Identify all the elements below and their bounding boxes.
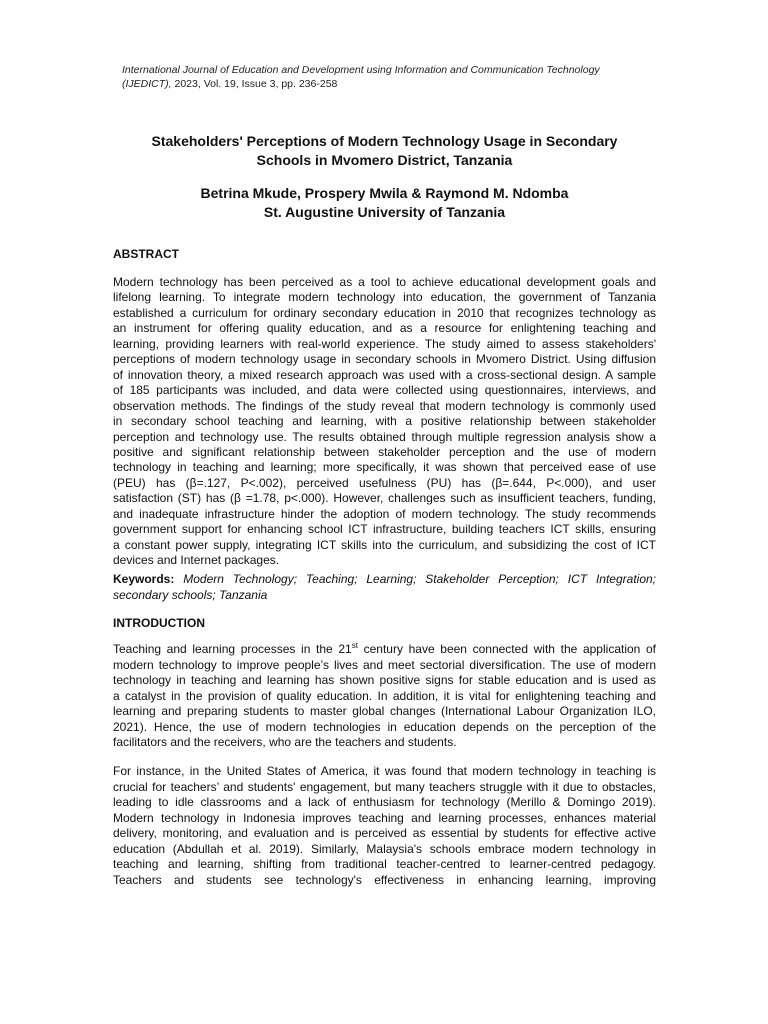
intro-para2-line-4: Modern technology in Indonesia improves teaching and learning processes, enhances material [113,810,656,825]
intro-para1-line-1 [113,642,656,658]
abstract-line-10: in secondary school teaching and learning, with a positive relationship between stakeholder [113,414,656,429]
intro-para1-line-1-b: century have been connected with the application of [357,642,656,656]
keywords-line-1: Modern Technology; Teaching; Learning; Stakeholder Perception; ICT Integration; [174,572,656,586]
abstract-line-15: satisfaction (ST) has (β =1.78, p<.000). However, challenges such as insufficient teachers, funding, [113,491,656,506]
author-block [113,184,656,222]
abstract-heading: ABSTRACT [113,247,179,261]
introduction-paragraph-2 [113,764,656,888]
abstract-line-4: an instrument for offering quality education, and as a resource for enlightening teaching and [113,321,656,336]
intro-para1-line-3: a catalyst in the provision of quality education. In addition, it is vital for enlightening teaching and [113,688,656,703]
journal-volume-info: 2023, Vol. 19, Issue 3, pp. 236-258 [171,78,338,90]
intro-para1-line-1: modern technology to improve people’s lives and meet sectorial diversification. The use of modern [113,657,656,672]
abstract-line-6: perceptions of modern technology usage in secondary schools in Mvomero District. Using diffusion [113,352,656,367]
abstract-line-18: a constant power supply, integrating ICT skills into the curriculum, and subsidizing the cost of ICT [113,537,656,552]
author-names: Betrina Mkude, Prospery Mwila & Raymond M. Ndomba [200,185,569,201]
intro-para2-line-2: crucial for teachers’ and students' engagement, but many teachers struggle with it due to obstacles, [113,779,656,794]
abstract-paragraph [113,275,656,569]
keywords-line-2: secondary schools; Tanzania [113,587,268,602]
intro-para1-line-1-a: Teaching and learning processes in the 21 [113,642,352,656]
keywords-label: Keywords: [113,572,175,586]
intro-para1-line-6: facilitators and the receivers, who are the teachers and students. [113,735,457,750]
intro-para2-line-6: education (Abdullah et al. 2019). Similarly, Malaysia's schools embrace modern technology in [113,841,656,856]
abstract-line-7: of innovation theory, a mixed research approach was used with a cross-sectional design. A sample [113,367,656,382]
keywords-paragraph [113,572,656,603]
intro-para1-line-2: technology in teaching and learning has shown positive signs for stable education and is used as [113,673,656,688]
journal-citation [122,63,642,91]
abstract-line-3: established a curriculum for ordinary secondary education in 2010 that recognizes technology as [113,305,656,320]
intro-para2-line-5: delivery, monitoring, and evaluation and is perceived as essential by students for effective active [113,826,656,841]
introduction-paragraph-1 [113,642,656,751]
journal-abbrev: (IJEDICT), [122,78,172,90]
intro-para2-line-3: leading to idle classrooms and a lack of enthusiasm for technology (Merillo & Domingo 2019). [113,795,656,810]
journal-line-1: International Journal of Education and Development using Information and Communication Technology [122,64,600,76]
abstract-line-14: (PEU) has (β=.127, P<.002), perceived usefulness (PU) has (β=.644, P<.000), and user [113,475,656,490]
abstract-line-8: of 185 participants was included, and data were collected using questionnaires, interviews, and [113,383,656,398]
intro-para1-line-5: 2021). Hence, the use of modern technologies in education depends on the perception of the [113,719,656,734]
abstract-line-5: learning, providing learners with real-world experience. The study aimed to assess stakeholders' [113,336,656,351]
intro-para2-line-8: Teachers and students see technology's effectiveness in enhancing learning, improving [113,872,656,887]
abstract-line-19: devices and Internet packages. [113,553,280,568]
abstract-line-1: Modern technology has been perceived as a tool to achieve educational development goals and [113,275,656,289]
author-affiliation: St. Augustine University of Tanzania [263,204,506,220]
paper-title-line-2: Schools in Mvomero District, Tanzania [256,152,513,168]
paper-title-line-1: Stakeholders' Perceptions of Modern Technology Usage in Secondary [151,133,618,149]
abstract-line-11: perception and technology use. The results obtained through multiple regression analysis show a [113,429,656,444]
abstract-line-12: positive and significant relationship between stakeholder perception and the use of modern [113,444,656,459]
intro-para2-line-7: teaching and learning, shifting from traditional teacher-centred to learner-centred pedagogy. [113,857,656,872]
abstract-line-2: lifelong learning. To integrate modern technology into education, the government of Tanzania [113,290,656,305]
abstract-line-9: observation methods. The findings of the study reveal that modern technology is commonly used [113,398,656,413]
abstract-line-16: and inadequate infrastructure hinder the adoption of modern technology. The study recommends [113,506,656,521]
abstract-line-13: technology in teaching and learning; more specifically, it was shown that perceived ease of use [113,460,656,475]
intro-para1-line-4: learning and preparing students to master global changes (International Labour Organization ILO, [113,704,656,719]
abstract-line-17: government support for enhancing school ICT infrastructure, building teachers ICT skills, ensuring [113,522,656,537]
introduction-heading: INTRODUCTION [113,616,205,630]
intro-para2-line-1: For instance, in the United States of America, it was found that modern technology in teaching is [113,764,656,778]
intro-para1-superscript: st [351,641,358,650]
journal-line-2 [122,77,642,91]
paper-title [113,132,656,170]
